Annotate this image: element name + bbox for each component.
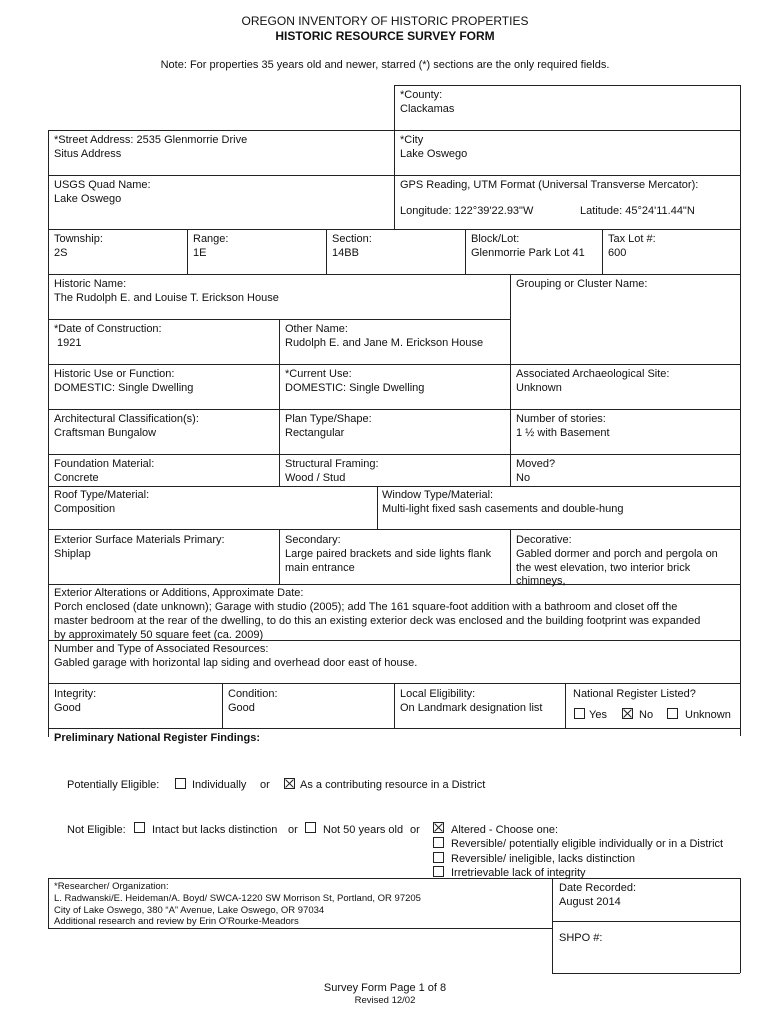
date-construction-value[interactable]: 1921 [57, 337, 82, 349]
form-title: OREGON INVENTORY OF HISTORIC PROPERTIES [241, 14, 529, 28]
window-value[interactable]: Multi-light fixed sash casements and double-hung [382, 503, 624, 515]
township-value[interactable]: 2S [54, 247, 68, 259]
date-construction-label: *Date of Construction: [54, 323, 162, 335]
reversible-ineligible-label: Reversible/ ineligible, lacks distinction [451, 853, 636, 865]
gps-longitude[interactable]: Longitude: 122°39'22.93"W [400, 205, 534, 217]
condition-label: Condition: [228, 688, 278, 700]
individually-label: Individually [192, 779, 247, 791]
revision-note: Revised 12/02 [354, 995, 416, 1006]
assoc-resources-label: Number and Type of Associated Resources: [54, 643, 269, 655]
intact-checkbox[interactable] [134, 822, 145, 833]
current-use-label: *Current Use: [285, 368, 352, 380]
nr-no-label: No [639, 709, 654, 721]
assoc-resources-value[interactable]: Gabled garage with horizontal lap siding and overhead door east of house. [54, 657, 418, 669]
historic-name-label: Historic Name: [54, 278, 127, 290]
or-text-2: or [288, 824, 298, 836]
integrity-label: Integrity: [54, 688, 97, 700]
city-value[interactable]: Lake Oswego [400, 148, 468, 160]
ext-secondary-line1[interactable]: Large paired brackets and side lights flank [285, 548, 492, 560]
not-eligible-label: Not Eligible: [67, 824, 126, 836]
moved-value[interactable]: No [516, 472, 531, 484]
gps-latitude[interactable]: Latitude: 45°24'11.44"N [580, 205, 695, 217]
researcher-line3[interactable]: Additional research and review by Erin O'Rourke-Meadors [54, 916, 299, 927]
alterations-line1[interactable]: Porch enclosed (date unknown); Garage with studio (2005); add The 161 square-foot addition with a bathroom and closet off the [54, 601, 678, 613]
moved-label: Moved? [516, 458, 556, 470]
nr-unknown-label: Unknown [685, 709, 731, 721]
archaeological-value[interactable]: Unknown [516, 382, 562, 394]
arch-class-label: Architectural Classification(s): [54, 413, 199, 425]
usgs-quad-value[interactable]: Lake Oswego [54, 193, 122, 205]
contributing-label: As a contributing resource in a District [300, 779, 486, 791]
grouping-label: Grouping or Cluster Name: [516, 278, 648, 290]
tax-lot-label: Tax Lot #: [608, 233, 656, 245]
block-lot-value[interactable]: Glenmorrie Park Lot 41 [471, 247, 585, 259]
intact-label: Intact but lacks distinction [152, 824, 278, 836]
county-value[interactable]: Clackamas [400, 103, 455, 115]
nr-listed-label: National Register Listed? [573, 688, 696, 700]
decorative-label: Decorative: [516, 534, 572, 546]
researcher-label: *Researcher/ Organization: [54, 881, 169, 892]
reversible-ineligible-checkbox[interactable] [433, 852, 444, 863]
nr-no-checkbox[interactable] [622, 708, 633, 719]
integrity-value[interactable]: Good [54, 702, 81, 714]
city-label: *City [400, 134, 424, 146]
contributing-checkbox[interactable] [284, 778, 295, 789]
historic-use-label: Historic Use or Function: [54, 368, 175, 380]
local-eligibility-label: Local Eligibility: [400, 688, 476, 700]
or-text-3: or [410, 824, 420, 836]
gps-label: GPS Reading, UTM Format (Universal Transverse Mercator): [400, 179, 699, 191]
county-label: *County: [400, 89, 443, 101]
altered-checkbox[interactable] [433, 822, 444, 833]
block-lot-label: Block/Lot: [471, 233, 520, 245]
section-label: Section: [332, 233, 372, 245]
local-eligibility-value[interactable]: On Landmark designation list [400, 702, 543, 714]
irretrievable-checkbox[interactable] [433, 866, 444, 877]
nr-yes-label: Yes [589, 709, 607, 721]
irretrievable-label: Irretrievable lack of integrity [451, 867, 586, 879]
historic-name-value[interactable]: The Rudolph E. and Louise T. Erickson House [54, 292, 279, 304]
decorative-line2[interactable]: the west elevation, two interior brick [516, 562, 691, 574]
reversible-potential-label: Reversible/ potentially eligible individually or in a District [451, 838, 724, 850]
plan-type-value[interactable]: Rectangular [285, 427, 345, 439]
condition-value[interactable]: Good [228, 702, 255, 714]
form-note: Note: For properties 35 years old and newer, starred (*) sections are the only required fields. [160, 59, 610, 71]
ext-primary-label: Exterior Surface Materials Primary: [54, 534, 225, 546]
stories-label: Number of stories: [516, 413, 606, 425]
usgs-quad-label: USGS Quad Name: [54, 179, 151, 191]
section-value[interactable]: 14BB [332, 247, 359, 259]
decorative-line1[interactable]: Gabled dormer and porch and pergola on [516, 548, 718, 560]
page-indicator: Survey Form Page 1 of 8 [323, 982, 447, 994]
nr-yes-checkbox[interactable] [574, 708, 585, 719]
not-50-checkbox[interactable] [305, 822, 316, 833]
nr-unknown-checkbox[interactable] [667, 708, 678, 719]
township-label: Township: [54, 233, 103, 245]
alterations-line3[interactable]: by approximately 50 square feet (ca. 2009) [54, 629, 264, 641]
potentially-eligible-label: Potentially Eligible: [67, 779, 160, 791]
other-name-label: Other Name: [285, 323, 348, 335]
ext-secondary-line2[interactable]: main entrance [285, 562, 355, 574]
tax-lot-value[interactable]: 600 [608, 247, 627, 259]
shpo-label: SHPO #: [559, 932, 603, 944]
stories-value[interactable]: 1 ½ with Basement [516, 427, 610, 439]
ext-primary-value[interactable]: Shiplap [54, 548, 91, 560]
researcher-line2[interactable]: City of Lake Oswego, 380 “A” Avenue, Lake Oswego, OR 97034 [54, 905, 325, 916]
researcher-line1[interactable]: L. Radwanski/E. Heideman/A. Boyd/ SWCA-1220 SW Morrison St, Portland, OR 97205 [54, 893, 421, 904]
date-recorded-value[interactable]: August 2014 [559, 896, 621, 908]
current-use-value[interactable]: DOMESTIC: Single Dwelling [285, 382, 425, 394]
range-label: Range: [193, 233, 229, 245]
street-address-label[interactable]: *Street Address: 2535 Glenmorrie Drive [54, 134, 248, 146]
framing-label: Structural Framing: [285, 458, 379, 470]
altered-label: Altered - Choose one: [451, 824, 559, 836]
or-text-1: or [260, 779, 270, 791]
archaeological-label: Associated Archaeological Site: [516, 368, 670, 380]
individually-checkbox[interactable] [175, 778, 186, 789]
findings-title: Preliminary National Register Findings: [54, 732, 260, 744]
other-name-value[interactable]: Rudolph E. and Jane M. Erickson House [285, 337, 484, 349]
alterations-line2[interactable]: master bedroom at the rear of the dwelling, to do this an existing exterior deck was enclosed and the building footprint was expanded [54, 615, 701, 627]
window-label: Window Type/Material: [382, 489, 494, 501]
date-recorded-label: Date Recorded: [559, 882, 637, 894]
decorative-line3[interactable]: chimneys, [516, 575, 566, 587]
form-subtitle: HISTORIC RESOURCE SURVEY FORM [275, 29, 495, 43]
roof-label: Roof Type/Material: [54, 489, 150, 501]
arch-class-value[interactable]: Craftsman Bungalow [54, 427, 157, 439]
foundation-value[interactable]: Concrete [54, 472, 99, 484]
not-50-label: Not 50 years old [323, 824, 404, 836]
ext-secondary-label: Secondary: [285, 534, 341, 546]
alterations-label: Exterior Alterations or Additions, Approximate Date: [54, 587, 304, 599]
plan-type-label: Plan Type/Shape: [285, 413, 372, 425]
foundation-label: Foundation Material: [54, 458, 155, 470]
reversible-potential-checkbox[interactable] [433, 837, 444, 848]
historic-use-value[interactable]: DOMESTIC: Single Dwelling [54, 382, 194, 394]
range-value[interactable]: 1E [193, 247, 207, 259]
roof-value[interactable]: Composition [54, 503, 116, 515]
situs-address: Situs Address [54, 148, 122, 160]
framing-value[interactable]: Wood / Stud [285, 472, 346, 484]
